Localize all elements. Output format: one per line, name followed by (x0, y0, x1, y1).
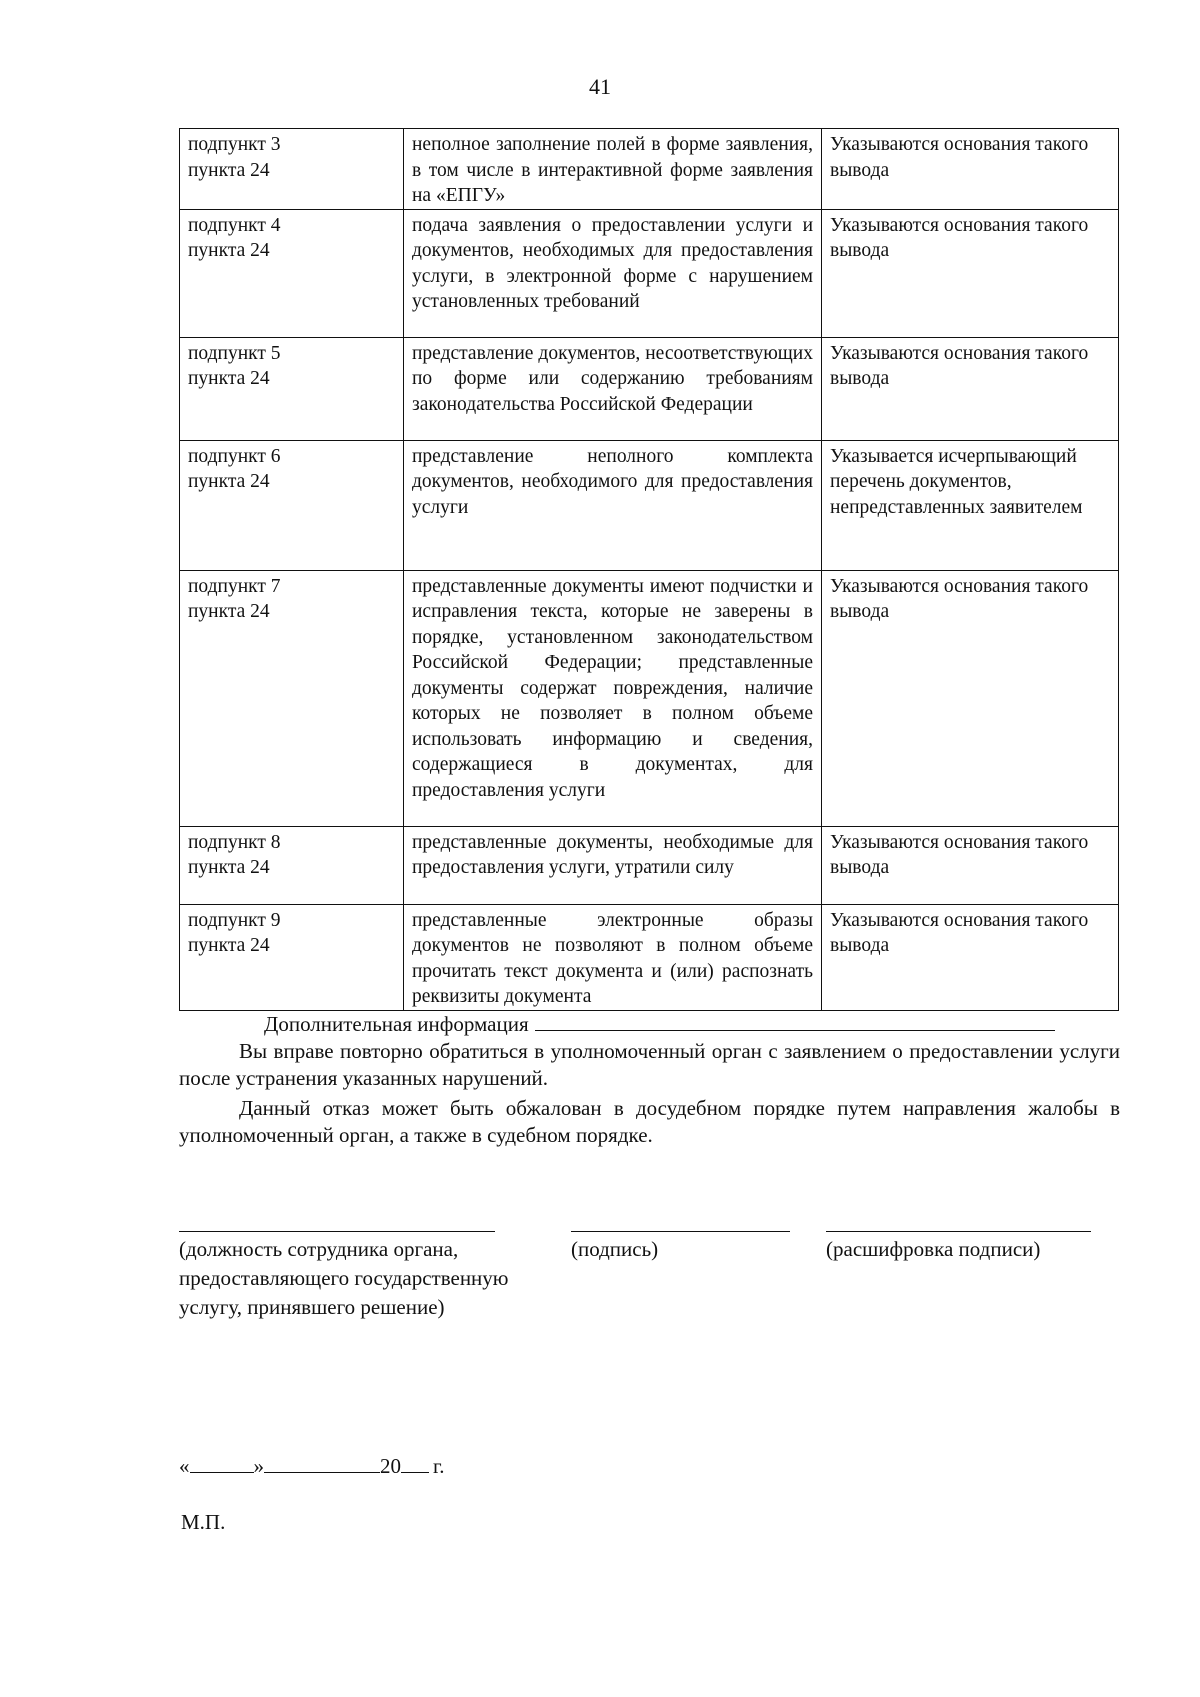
ref-line: пункта 24 (188, 368, 270, 389)
ref-cell (180, 440, 404, 570)
description-cell: представленные документы имеют подчистки и исправления текста, которые не заверены в порядке, установленном законодательством Российской Федерации; представленные документы содержат повреждения, наличие которых не позволяет в полном объеме использовать информацию и сведения, содержащиеся в документах, для предоставления услуги (404, 570, 822, 826)
year-suffix: г. (433, 1454, 445, 1478)
ref-cell (180, 337, 404, 440)
position-caption-line: предоставляющего государственную (179, 1266, 509, 1290)
ref-line: подпункт 7 (188, 575, 281, 597)
description-cell: представленные электронные образы документов не позволяют в полном объеме прочитать текст документа и (или) распознать реквизиты документа (404, 904, 822, 1010)
ref-line: подпункт 5 (188, 342, 281, 364)
ref-line: подпункт 6 (188, 445, 281, 467)
date-open-quote: « (179, 1454, 190, 1478)
table-row (180, 440, 1119, 570)
ref-line: пункта 24 (188, 935, 270, 956)
table-row (180, 129, 1119, 210)
ref-cell (180, 129, 404, 210)
ref-line: пункта 24 (188, 471, 270, 492)
date-field (179, 1454, 445, 1479)
note-cell: Указываются основания такого вывода (822, 904, 1119, 1010)
table-row (180, 826, 1119, 904)
ref-line: пункта 24 (188, 159, 270, 181)
description-cell: неполное заполнение полей в форме заявления, в том числе в интерактивной форме заявления на «ЕПГУ» (404, 129, 822, 210)
ref-cell (180, 570, 404, 826)
ref-line: подпункт 4 (188, 214, 281, 236)
description-cell: подача заявления о предоставлении услуги и документов, необходимых для предоставления услуги, в электронной форме с нарушением установленных требований (404, 209, 822, 337)
ref-line: подпункт 3 (188, 134, 281, 155)
year-blank[interactable] (401, 1454, 429, 1473)
signature-decode-line[interactable] (826, 1231, 1091, 1232)
note-cell: Указываются основания такого вывода (822, 337, 1119, 440)
ref-cell (180, 904, 404, 1010)
day-blank[interactable] (190, 1454, 254, 1473)
ref-cell (180, 209, 404, 337)
ref-cell (180, 826, 404, 904)
position-signature-line[interactable] (179, 1231, 495, 1232)
note-cell: Указываются основания такого вывода (822, 209, 1119, 337)
position-caption-line: (должность сотрудника органа, (179, 1237, 459, 1261)
additional-info-label: Дополнительная информация (264, 1012, 529, 1036)
position-caption-line: услугу, принявшего решение) (179, 1295, 445, 1319)
ref-line: пункта 24 (188, 240, 270, 261)
ref-line: подпункт 9 (188, 909, 281, 931)
signature-line[interactable] (571, 1231, 790, 1232)
table-row (180, 337, 1119, 440)
note-cell: Указываются основания такого вывода (822, 826, 1119, 904)
description-cell: представление неполного комплекта документов, необходимого для предоставления услуги (404, 440, 822, 570)
reapply-paragraph: Вы вправе повторно обратиться в уполномоченный орган с заявлением о предоставлении услуги после устранения указанных нарушений. (179, 1039, 1120, 1090)
description-cell: представление документов, несоответствующих по форме или содержанию требованиям законодательства Российской Федерации (404, 337, 822, 440)
ref-line: пункта 24 (188, 857, 270, 878)
table-row (180, 209, 1119, 337)
year-prefix: 20 (380, 1454, 401, 1478)
additional-info-field (264, 1010, 1055, 1037)
decode-caption: (расшифровка подписи) (826, 1237, 1041, 1261)
stamp-label: М.П. (181, 1510, 226, 1534)
ref-line: подпункт 8 (188, 831, 281, 853)
note-cell: Указывается исчерпывающий перечень документов, непредставленных заявителем (822, 440, 1119, 570)
month-blank[interactable] (264, 1454, 380, 1473)
appeal-paragraph: Данный отказ может быть обжалован в досудебном порядке путем направления жалобы в уполномоченный орган, а также в судебном порядке. (179, 1096, 1120, 1147)
page-number: 41 (589, 74, 611, 99)
table-row (180, 904, 1119, 1010)
note-cell: Указываются основания такого вывода (822, 129, 1119, 210)
table-row (180, 570, 1119, 826)
description-cell: представленные документы, необходимые для предоставления услуги, утратили силу (404, 826, 822, 904)
position-caption (179, 1235, 508, 1322)
sign-caption: (подпись) (571, 1237, 659, 1261)
additional-info-blank-line[interactable] (535, 1010, 1055, 1031)
date-close-quote: » (253, 1454, 264, 1478)
note-cell: Указываются основания такого вывода (822, 570, 1119, 826)
ref-line: пункта 24 (188, 601, 270, 622)
refusal-grounds-table (179, 128, 1119, 1011)
